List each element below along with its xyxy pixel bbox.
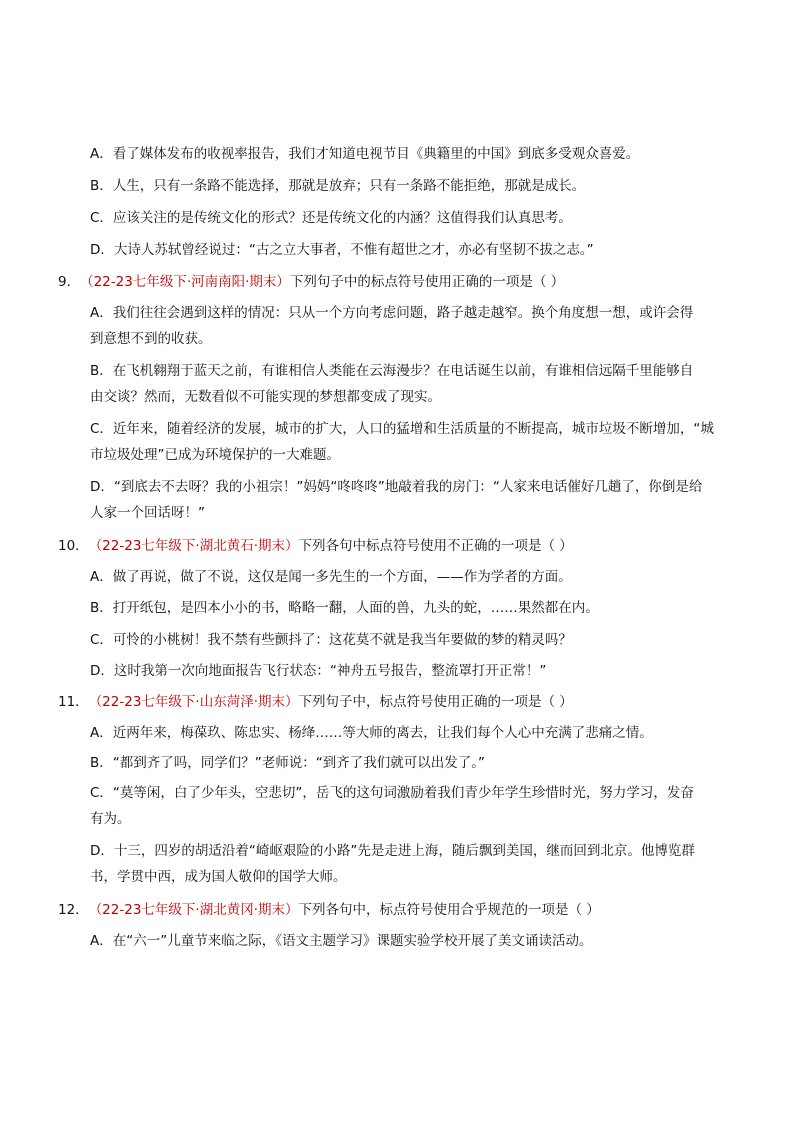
question-9-header: [58, 266, 728, 298]
q12-option-a: A．在“六一”儿童节来临之际，《语文主题学习》课题实验学校开展了美文诵读活动。: [90, 933, 593, 949]
q10-option-b: B．打开纸包，是四本小小的书，略略一翻，人面的兽，九头的蛇，……果然都在内。: [90, 600, 599, 616]
q9-option-c: C．近年来，随着经济的发展，城市的扩大，人口的猛增和生活质量的不断提高，城市垃圾不断增加，“城: [90, 421, 714, 437]
prev-option-b: B．人生，只有一条路不能选择，那就是放弃；只有一条路不能拒绝，那就是成长。: [90, 178, 586, 194]
q9-option-b: B．在飞机翱翔于蓝天之前，有谁相信人类能在云海漫步？在电话诞生以前，有谁相信远隔千里能够自: [90, 363, 694, 379]
question-11-header: [58, 686, 728, 718]
q11-option-d-cont: 书，学贯中西，成为国人敬仰的国学大师。: [90, 869, 347, 885]
question-number: 9．: [58, 274, 81, 290]
question-12-header: [58, 894, 728, 926]
q9-option-d: D．“到底去不去呀？我的小祖宗！”妈妈“咚咚咚”地敲着我的房门：“人家来电话催好几趟了，你倒是给: [90, 479, 703, 495]
q11-option-b: B．“都到齐了吗，同学们？”老师说：“到齐了我们就可以出发了。”: [90, 755, 485, 771]
prev-option-a: A．看了媒体发布的收视率报告，我们才知道电视节目《典籍里的中国》到底多受观众喜爱。: [90, 146, 640, 162]
question-number: 10．: [58, 538, 89, 554]
q11-option-d: D．十三，四岁的胡适沿着“崎岖艰险的小路”先是走进上海，随后飘到美国，继而回到北京。他博览群: [90, 843, 695, 859]
question-source: （22-23七年级下·湖北黄石·期末）: [88, 538, 299, 554]
question-content: [58, 138, 728, 956]
q10-option-d: D．这时我第一次向地面报告飞行状态：“神舟五号报告，整流罩打开正常！”: [90, 663, 547, 679]
q11-option-c: C．“莫等闲，白了少年头，空悲切”，岳飞的这句词激励着我们青少年学生珍惜时光，努力学习，发奋: [90, 785, 694, 801]
q11-option-c-cont: 有为。: [90, 811, 131, 827]
question-stem: 下列句子中，标点符号使用正确的一项是（ ）: [298, 694, 573, 710]
question-stem: 下列各句中标点符号使用不正确的一项是（ ）: [298, 538, 573, 554]
question-10-header: [58, 530, 728, 562]
q9-option-d-cont: 人家一个回话呀！”: [90, 505, 205, 521]
question-source: （22-23七年级下·湖北黄冈·期末）: [88, 902, 299, 918]
q10-option-c: C．可怜的小桃树！我不禁有些颤抖了：这花莫不就是我当年要做的梦的精灵吗？: [90, 632, 572, 648]
question-stem: 下列各句中，标点符号使用合乎规范的一项是（ ）: [298, 902, 600, 918]
prev-option-d: D．大诗人苏轼曾经说过：“古之立大事者，不惟有超世之才，亦必有坚韧不拔之志。”: [90, 242, 594, 258]
q9-option-a: A．我们往往会遇到这样的情况：只从一个方向考虑问题，路子越走越窄。换个角度想一想，或许会得: [90, 305, 694, 321]
prev-option-c: C．应该关注的是传统文化的形式？还是传统文化的内涵？这值得我们认真思考。: [90, 210, 572, 226]
question-source: （22-23七年级下·河南南阳·期末）: [80, 274, 290, 290]
q10-option-a: A．做了再说，做了不说，这仅是闻一多先生的一个方面，——作为学者的方面。: [90, 569, 572, 585]
question-number: 11．: [58, 694, 89, 710]
q9-option-c-cont: 市垃圾处理”已成为环境保护的一大难题。: [90, 447, 340, 463]
question-stem: 下列句子中的标点符号使用正确的一项是（ ）: [289, 274, 565, 290]
question-number: 12．: [58, 902, 89, 918]
q11-option-a: A．近两年来，梅葆玖、陈忠实、杨绛……等大师的离去，让我们每个人心中充满了悲痛之情。: [90, 725, 653, 741]
q9-option-b-cont: 由交谈？然而，无数看似不可能实现的梦想都变成了现实。: [90, 389, 441, 405]
question-source: （22-23七年级下·山东菏泽·期末）: [88, 694, 299, 710]
q9-option-a-cont: 到意想不到的收获。: [90, 331, 212, 347]
